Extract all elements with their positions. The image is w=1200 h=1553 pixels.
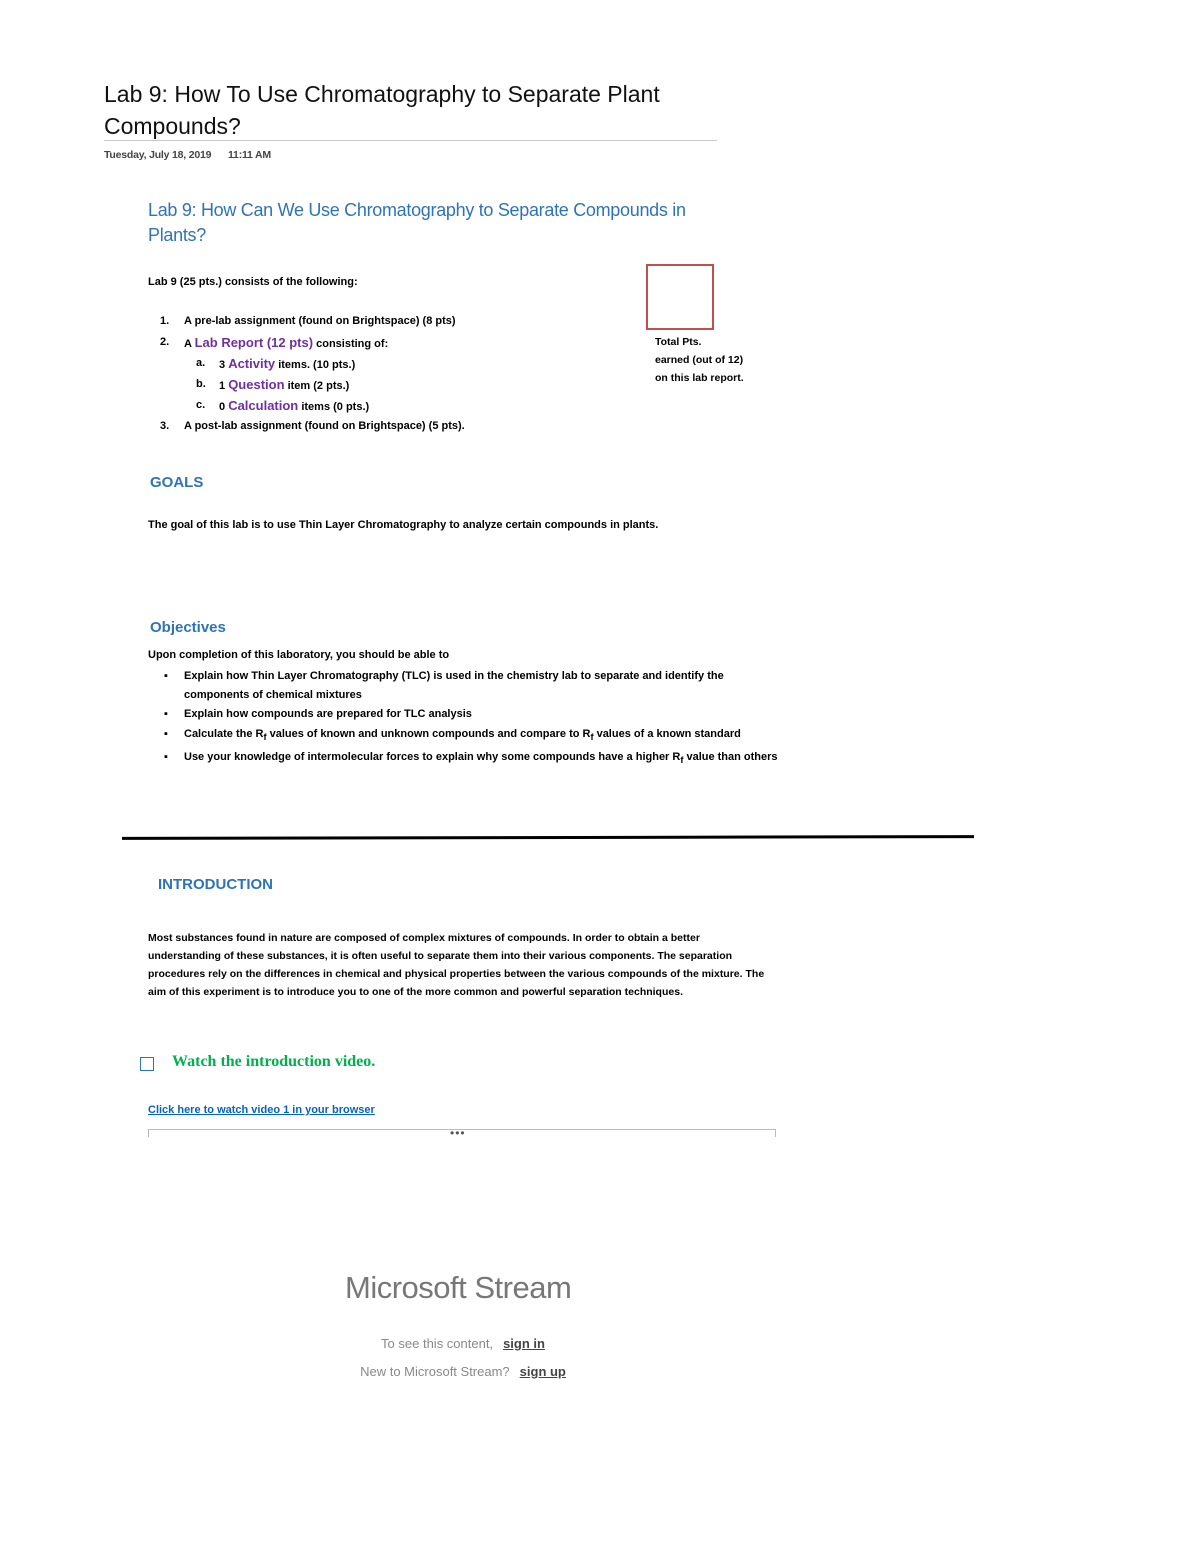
introduction-heading: INTRODUCTION (158, 876, 273, 893)
goals-heading: GOALS (150, 474, 204, 491)
section-divider (122, 835, 974, 840)
sign-in-link[interactable]: sign in (503, 1336, 545, 1351)
video-link[interactable]: Click here to watch video 1 in your browser (148, 1104, 375, 1116)
bullet-icon: ▪ (164, 708, 168, 720)
watch-video-checkbox[interactable] (140, 1057, 154, 1071)
title-divider (104, 140, 717, 141)
watch-video-task: Watch the introduction video. (172, 1053, 376, 1070)
list-item: ▪ Explain how compounds are prepared for TLC analysis (148, 705, 788, 724)
sign-up-link[interactable]: sign up (519, 1364, 566, 1379)
bullet-icon: ▪ (164, 751, 168, 764)
objectives-heading: Objectives (150, 619, 226, 636)
page-title: Lab 9: How To Use Chromatography to Separate Plant Compounds? (104, 81, 660, 139)
stream-logo-text: Microsoft Stream (345, 1270, 572, 1305)
goals-text: The goal of this lab is to use Thin Layer Chromatography to analyze certain compounds in plants. (148, 519, 659, 531)
lab-report-highlight: Lab Report (12 pts) (194, 335, 314, 350)
objectives-list (148, 667, 788, 770)
date-time (104, 149, 271, 161)
question-highlight: Question (228, 377, 285, 392)
bullet-icon: ▪ (164, 670, 168, 682)
introduction-text: Most substances found in nature are composed of complex mixtures of compounds. In order to obtain a better understanding of these substances, it is often useful to separate them into their various components. The separation procedures rely on the differences in chemical and physical properties between the various compounds of the mixture. The aim of this experiment is to introduce you to one of the more common and powerful separation techniques. (148, 932, 765, 998)
more-options-icon[interactable]: ••• (450, 1126, 466, 1140)
stream-signup-line: New to Microsoft Stream? sign up (360, 1364, 566, 1379)
score-box[interactable] (646, 264, 714, 330)
objectives-lead: Upon completion of this laboratory, you should be able to (148, 649, 450, 661)
bullet-icon: ▪ (164, 728, 168, 740)
activity-highlight: Activity (228, 356, 276, 371)
time-text: 11:11 AM (228, 149, 271, 161)
lab-points-intro: Lab 9 (25 pts.) consists of the following: (148, 276, 358, 288)
lab-heading: Lab 9: How Can We Use Chromatography to Separate Compounds in Plants? (148, 200, 686, 245)
list-item: ▪ Use your knowledge of intermolecular forces to explain why some compounds have a higher $R_f$ value than others (148, 748, 788, 770)
stream-signin-line: To see this content, sign in (381, 1336, 545, 1351)
score-caption: Total Pts. earned (out of 12) on this lab report. (655, 336, 744, 384)
list-item: ▪ Explain how Thin Layer Chromatography (TLC) is used in the chemistry lab to separate and identify the components of chemical mixtures (148, 667, 788, 705)
list-item: ▪ Calculate the $R_f$ values of known and unknown compounds and compare to $R_f$ values of a known standard (148, 724, 788, 748)
calculation-highlight: Calculation (228, 398, 299, 413)
date-text: Tuesday, July 18, 2019 (104, 149, 212, 161)
